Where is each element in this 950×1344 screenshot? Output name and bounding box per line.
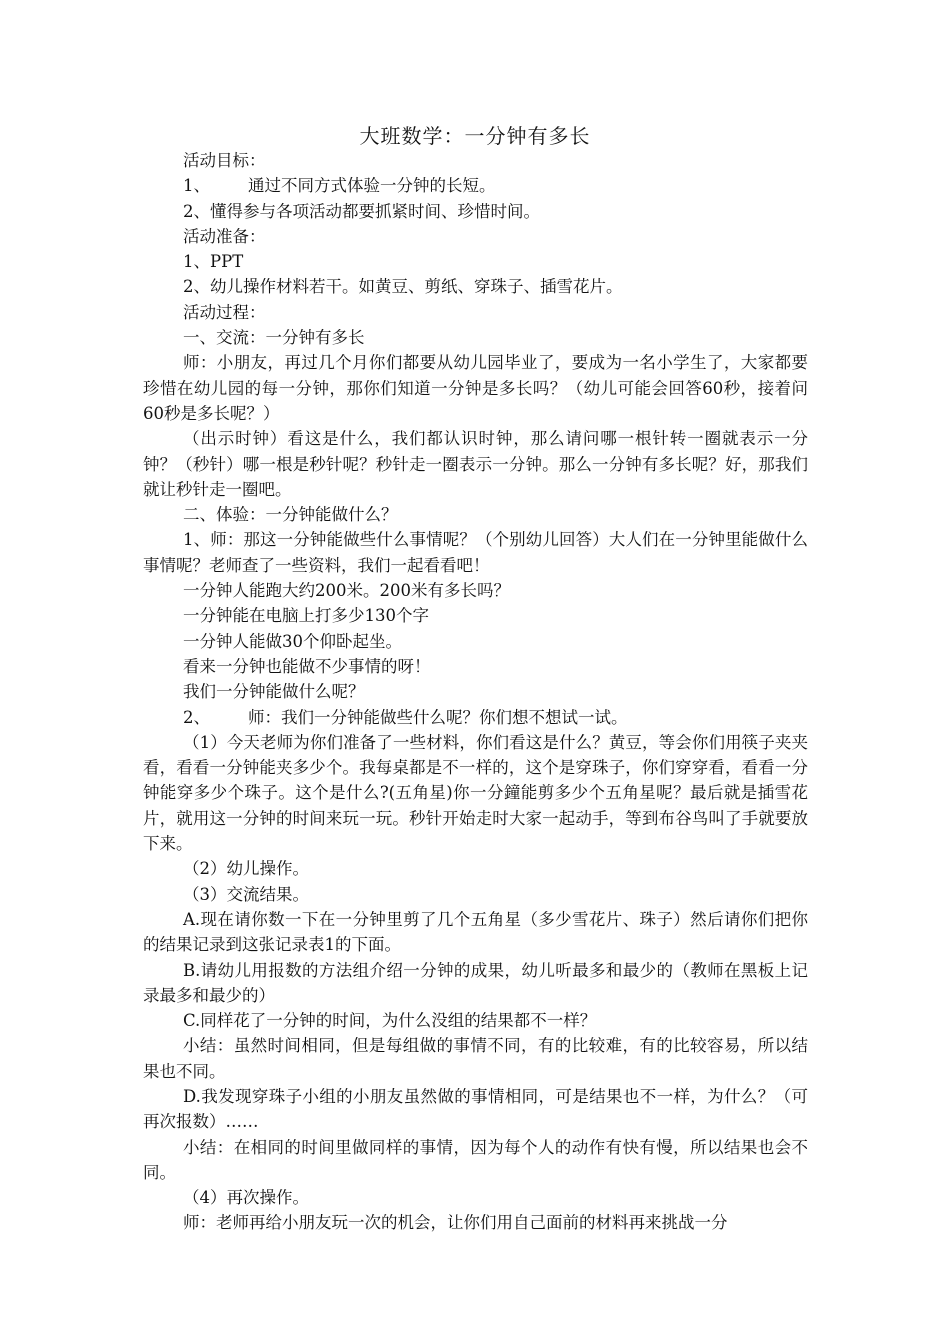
process-heading: 活动过程： bbox=[183, 302, 266, 322]
page-title: 大班数学：一分钟有多长 bbox=[359, 124, 591, 148]
fact-line-3: 一分钟人能做30个仰卧起坐。 bbox=[183, 631, 402, 651]
step-4-paragraph: 师：老师再给小朋友玩一次的机会，让你们用自己面前的材料再来挑战一分 bbox=[183, 1213, 728, 1233]
goal-item-1-text: 通过不同方式体验一分钟的长短。 bbox=[248, 176, 496, 196]
summary-2: 小结：在相同的时间里做同样的事情，因为每个人的动作有快有慢，所以结果也会不同。 bbox=[143, 1137, 808, 1182]
step-1: （1）今天老师为你们准备了一些材料，你们看这是什么？黄豆，等会你们用筷子夹夹看，看看一分钟能夹多少个。我每桌都是不一样的，这个是穿珠子，你们穿穿看，看看一分钟能穿多少个珠子。这个是什么?(五角星)你一分鐘能剪多少个五角星呢？最后就是插雪花片，就用这一分钟的时间来玩一玩。秒针开始走时大家一起动手，等到布谷鸟叫了手就要放下来。 bbox=[143, 732, 808, 854]
fact-line-4: 看来一分钟也能做不少事情的呀！ bbox=[183, 656, 431, 676]
section-2-paragraph-2 bbox=[143, 705, 808, 730]
fact-line-5: 我们一分钟能做什么呢？ bbox=[183, 682, 365, 702]
step-3: （3）交流结果。 bbox=[183, 884, 309, 904]
summary-1: 小结：虽然时间相同，但是每组做的事情不同，有的比较难，有的比较容易，所以结果也不同。 bbox=[143, 1036, 808, 1081]
step-d: D.我发现穿珠子小组的小朋友虽然做的事情相同，可是结果也不一样，为什么？（可再次报数）…… bbox=[143, 1086, 808, 1132]
section-2-paragraph-2-text: 师：我们一分钟能做些什么呢？你们想不想试一试。 bbox=[248, 707, 628, 727]
section-2-paragraph-1: 1、师：那这一分钟能做些什么事情呢？（个别幼儿回答）大人们在一分钟里能做什么事情呢？老师查了一些资料，我们一起看看吧！ bbox=[143, 530, 808, 575]
step-2: （2）幼儿操作。 bbox=[183, 859, 309, 879]
step-4: （4）再次操作。 bbox=[183, 1188, 309, 1208]
step-b: B.请幼儿用报数的方法组介绍一分钟的成果，幼儿听最多和最少的（教师在黑板上记录最多和最少的） bbox=[143, 960, 808, 1005]
prep-item-2: 2、幼儿操作材料若干。如黄豆、剪纸、穿珠子、插雪花片。 bbox=[183, 277, 623, 297]
fact-line-1: 一分钟人能跑大约200米。200米有多长吗？ bbox=[183, 581, 510, 601]
section-1-paragraph-1: 师：小朋友，再过几个月你们都要从幼儿园毕业了，要成为一名小学生了，大家都要珍惜在幼儿园的每一分钟，那你们知道一分钟是多长吗？（幼儿可能会回答60秒，接着问60秒是多长呢？） bbox=[143, 353, 808, 423]
step-c: C.同样花了一分钟的时间，为什么没组的结果都不一样？ bbox=[183, 1011, 597, 1031]
section-1-paragraph-2: （出示时钟）看这是什么，我们都认识时钟，那么请问哪一根针转一圈就表示一分钟？（秒针）哪一根是秒针呢？秒针走一圈表示一分钟。那么一分钟有多长呢？好，那我们就让秒针走一圈吧。 bbox=[143, 429, 808, 499]
goal-item-1-number: 1、 bbox=[183, 176, 210, 196]
document-body bbox=[143, 148, 808, 1236]
fact-line-2: 一分钟能在电脑上打多少130个字 bbox=[183, 606, 429, 626]
section-1-title: 一、交流：一分钟有多长 bbox=[183, 328, 365, 348]
goal-item-2: 2、懂得参与各项活动都要抓紧时间、珍惜时间。 bbox=[183, 201, 540, 221]
goals-heading: 活动目标： bbox=[183, 151, 266, 170]
section-2-paragraph-2-number: 2、 bbox=[183, 707, 210, 727]
prep-heading: 活动准备： bbox=[183, 226, 266, 246]
section-2-title: 二、体验：一分钟能做什么？ bbox=[183, 505, 398, 525]
prep-item-1: 1、PPT bbox=[183, 252, 244, 272]
goal-item-1 bbox=[143, 173, 808, 198]
step-a: A.现在请你数一下在一分钟里剪了几个五角星（多少雪花片、珠子）然后请你们把你的结果记录到这张记录表1的下面。 bbox=[143, 909, 808, 955]
